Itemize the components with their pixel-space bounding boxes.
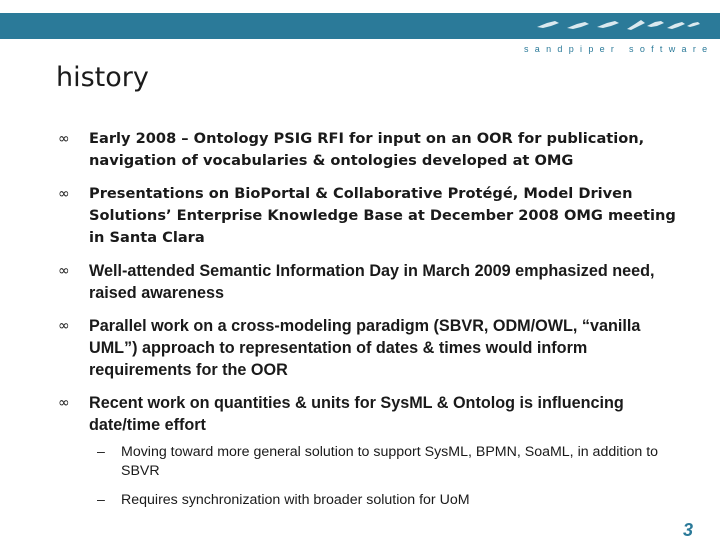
bullet-item — [58, 392, 678, 510]
bullet-text: Early 2008 – Ontology PSIG RFI for input on an OOR for publication, navigation of vocabularies & ontologies developed at OMG — [89, 130, 645, 169]
subbullet-text: Requires synchronization with broader solution for UoM — [121, 492, 470, 508]
slide-title: history — [56, 62, 149, 93]
bullet-marker: ∞ — [58, 131, 70, 147]
subbullet-item — [89, 491, 678, 510]
bullet-item — [58, 315, 678, 381]
bullet-text: Recent work on quantities & units for SysML & Ontolog is influencing date/time effort — [89, 394, 624, 434]
bullet-item — [58, 260, 678, 304]
page-number: 3 — [683, 520, 694, 540]
subbullet-marker: – — [97, 444, 105, 460]
subbullet-marker: – — [97, 492, 105, 508]
bullet-text: Presentations on BioPortal & Collaborative Protégé, Model Driven Solutions’ Enterprise Knowledge Base at December 2008 OMG meeting in Santa Clara — [89, 185, 676, 246]
brand-wordmark: sandpiper software — [524, 44, 714, 54]
bullet-item — [58, 128, 678, 172]
bullet-text: Parallel work on a cross-modeling paradigm (SBVR, ODM/OWL, “vanilla UML”) approach to representation of dates & times would inform requirements for the OOR — [89, 317, 641, 379]
flying-sandpipers-icon — [535, 17, 700, 33]
bullet-marker: ∞ — [58, 318, 70, 334]
subbullet-text: Moving toward more general solution to support SysML, BPMN, SoaML, in addition to SBVR — [121, 444, 659, 479]
bullet-marker: ∞ — [58, 186, 70, 202]
bullet-list — [58, 128, 678, 521]
subbullet-item — [89, 443, 678, 481]
bullet-marker: ∞ — [58, 263, 70, 279]
subbullet-list — [89, 443, 678, 510]
bullet-item — [58, 183, 678, 249]
bullet-marker: ∞ — [58, 395, 70, 411]
bullet-text: Well-attended Semantic Information Day in March 2009 emphasized need, raised awareness — [89, 262, 655, 302]
